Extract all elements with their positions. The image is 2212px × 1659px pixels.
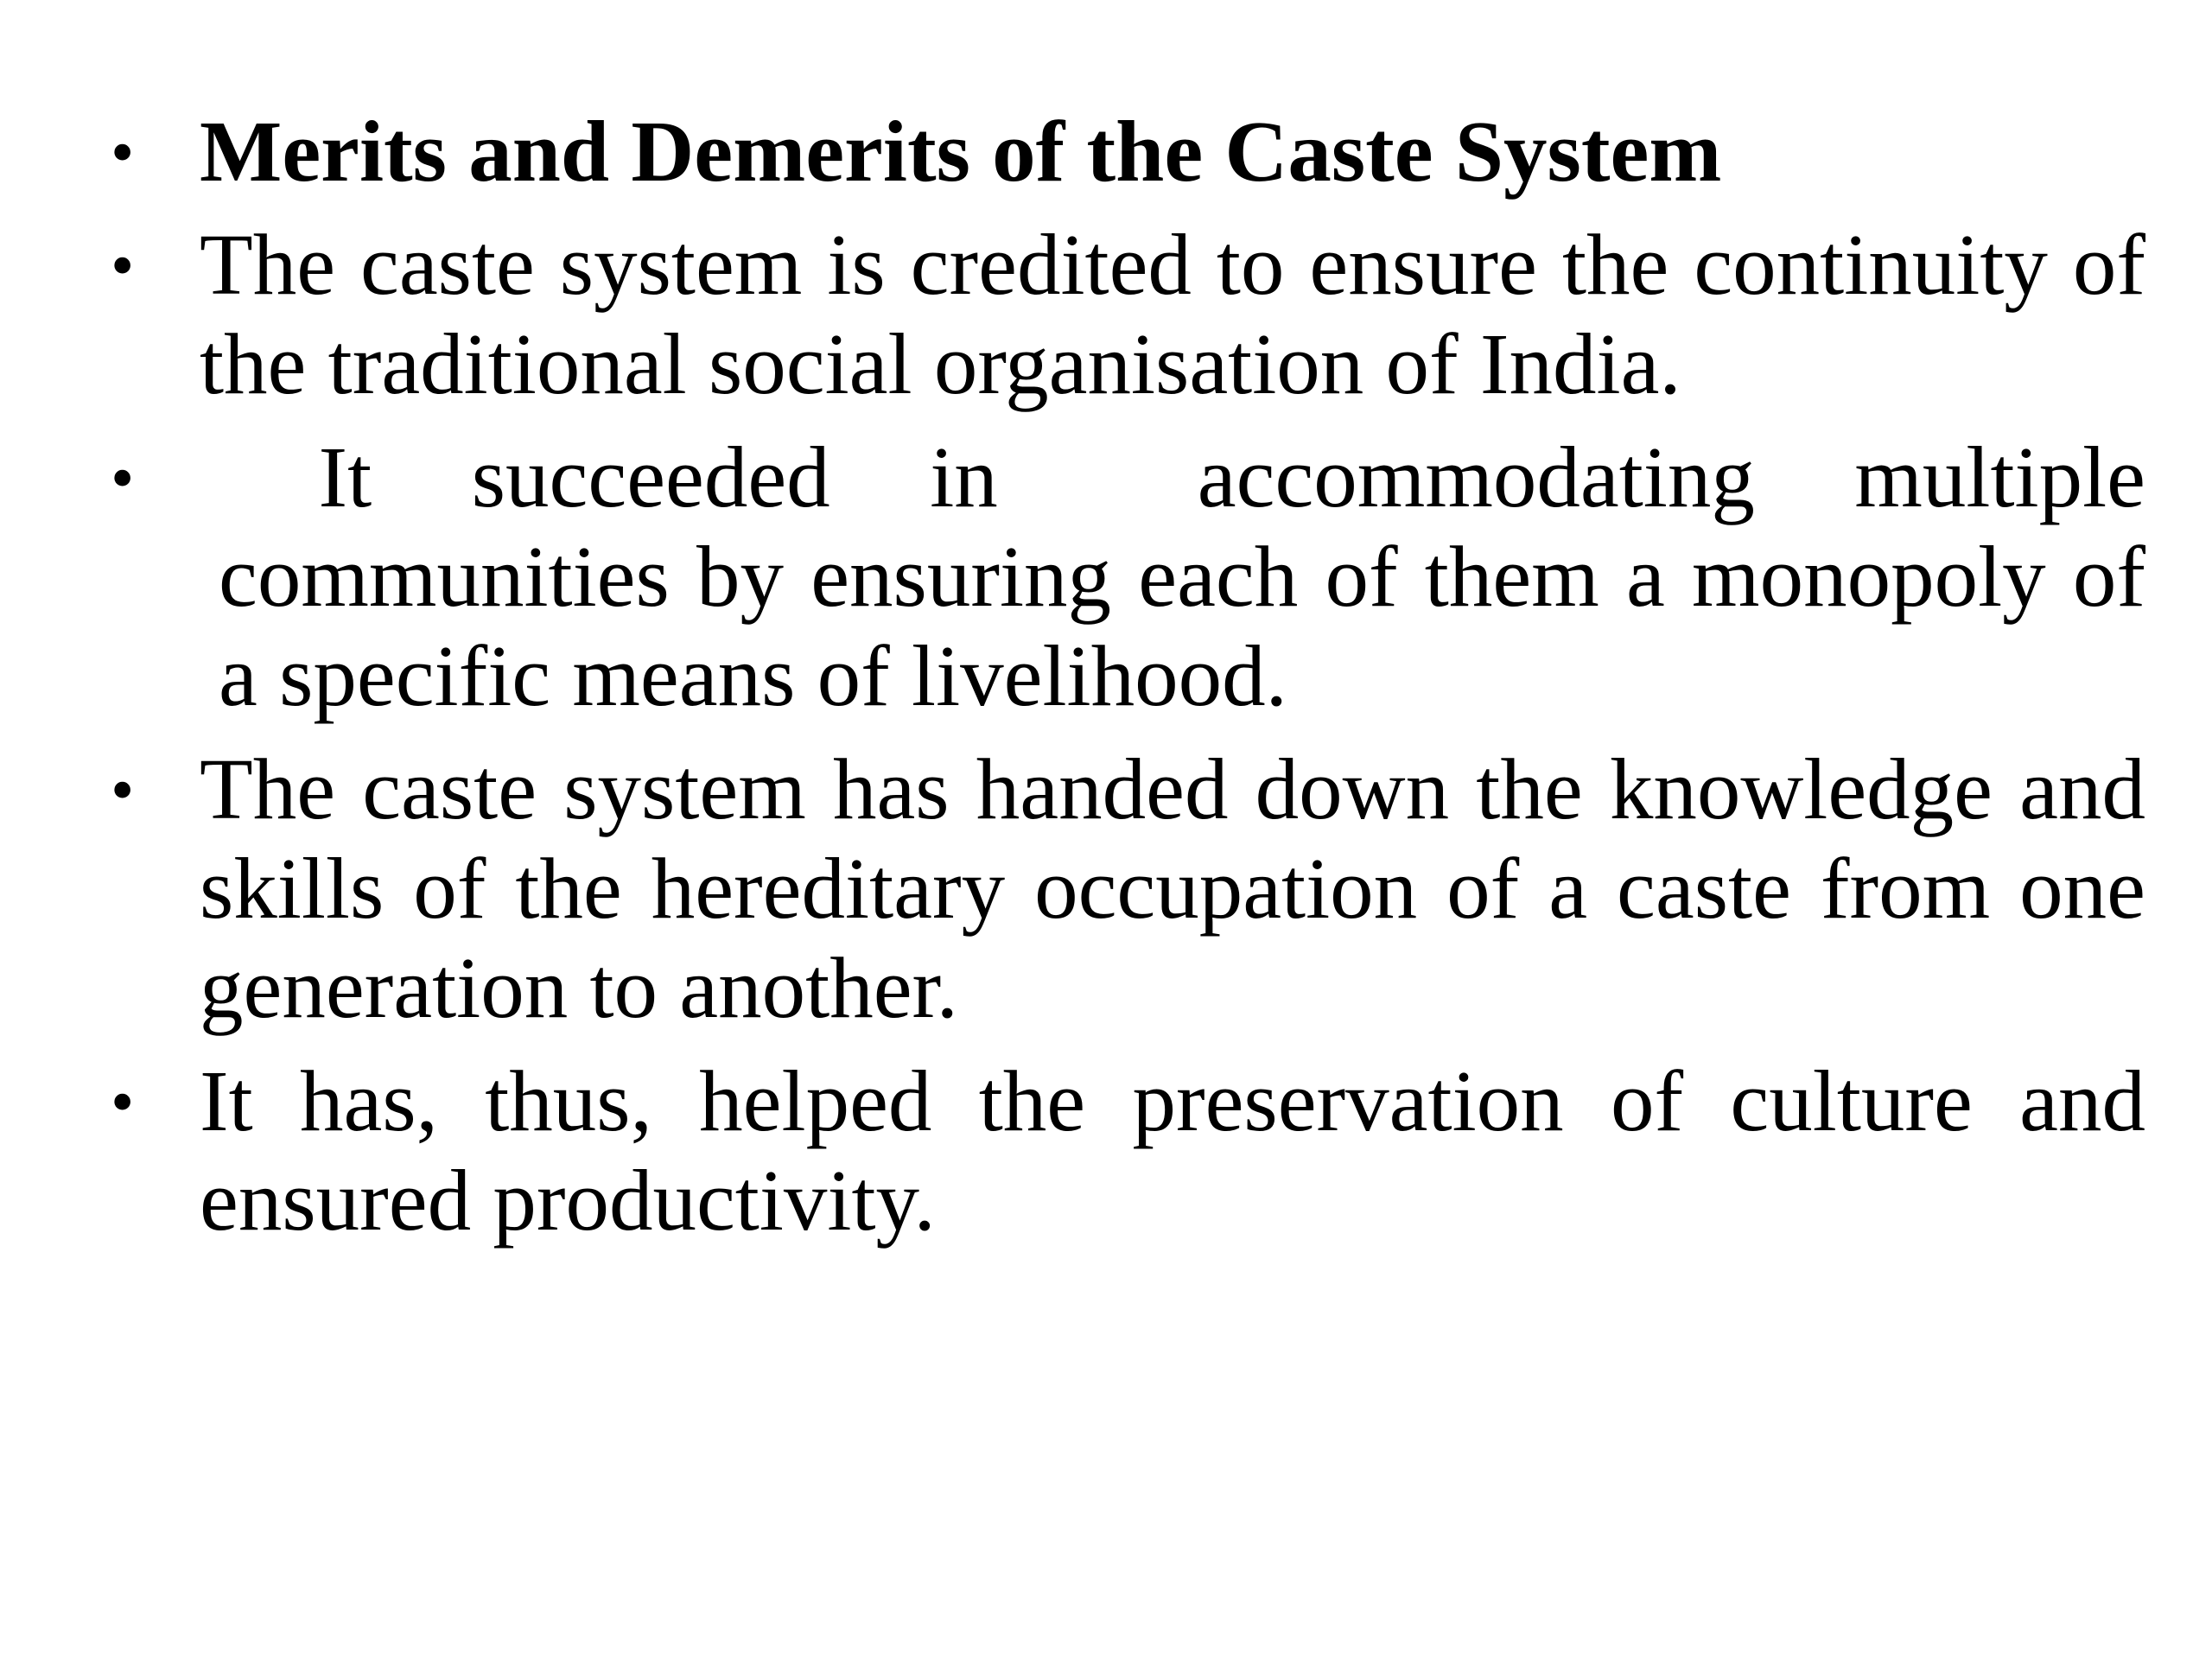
bullet-item-heading [111,102,2145,201]
bullet-text: It succeeded in accommodating multiple communities by ensuring each of them a monopoly of a specific means of livelihood. [219,429,2168,724]
bullet-point-icon: • [111,1064,135,1139]
bullet-point-icon: • [111,114,135,189]
bullet-text: It has, thus, helped the preservation of culture and ensured productivity. [200,1052,2145,1249]
bullet-item [111,428,2168,726]
bullet-text: The caste system has handed down the knowledge and skills of the hereditary occupation of a caste from one generation to another. [200,741,2145,1036]
bullet-item [111,215,2145,414]
bullet-item [111,1052,2145,1250]
bullet-item [111,740,2145,1038]
bullet-point-icon: • [111,752,135,827]
bullet-point-icon: • [111,440,135,515]
bullet-point-icon: • [111,227,135,302]
bullet-list [111,102,2168,1250]
bullet-text: The caste system is credited to ensure the continuity of the traditional social organisation of India. [200,216,2145,412]
slide-heading: Merits and Demerits of the Caste System [200,103,1722,200]
